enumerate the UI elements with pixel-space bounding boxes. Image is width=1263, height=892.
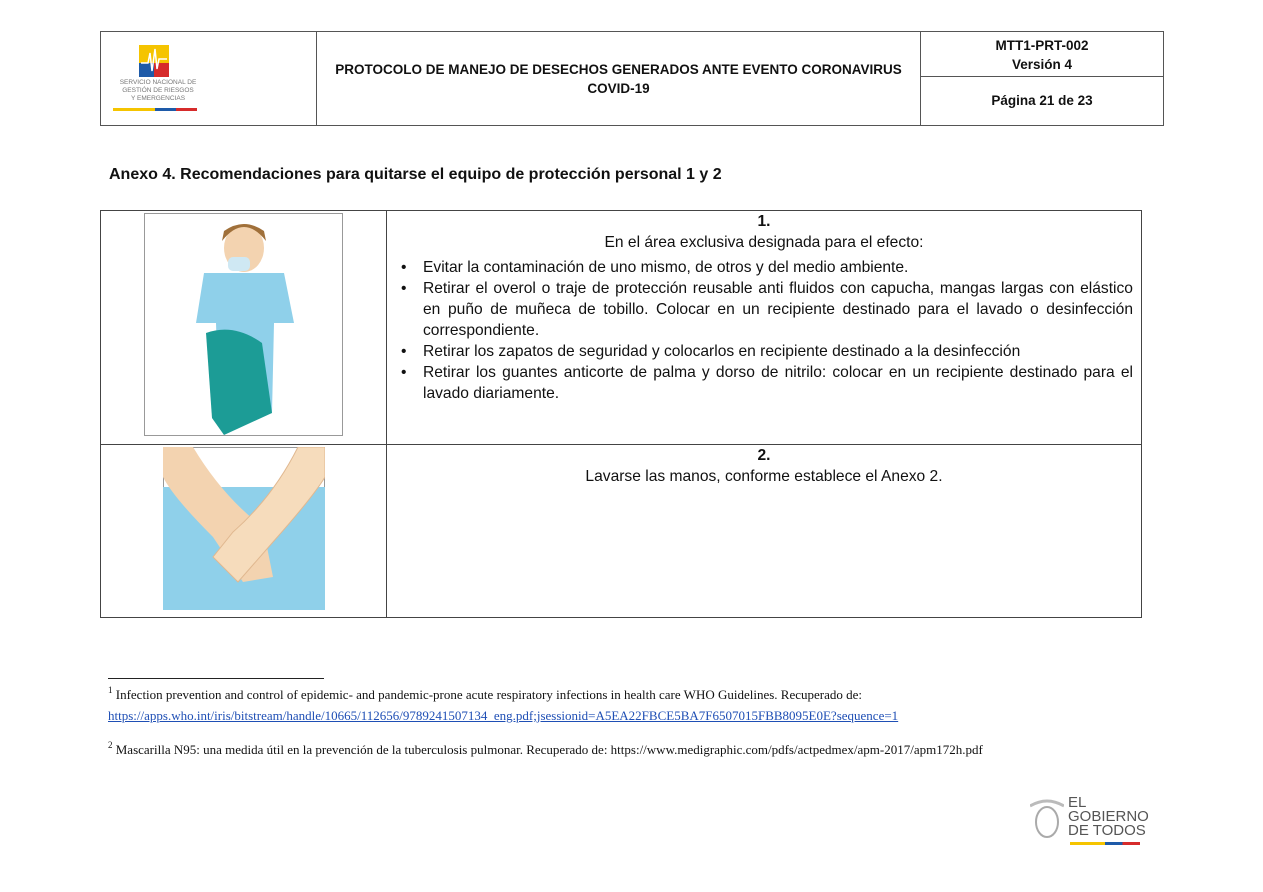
steps-table: [100, 210, 1142, 618]
flag-stripe: [1070, 842, 1140, 845]
gobierno-logo-text: EL GOBIERNO DE TODOS: [1068, 794, 1149, 839]
step-number: 1.: [757, 213, 771, 230]
remove-gown-illustration: [144, 213, 343, 436]
table-row: [101, 445, 1141, 617]
sngre-logo-text: SERVICIO NACIONAL DE GESTIÓN DE RIESGOS Y EMERGENCIAS: [119, 79, 197, 102]
step-intro: En el área exclusiva designada para el efecto:: [604, 234, 924, 251]
step-1-bullets: [395, 257, 1133, 404]
footnote-1-link[interactable]: https://apps.who.int/iris/bitstream/handle/10665/112656/9789241507134_eng.pdf;jsessionid=A5EA22FBCE5BA7F6507015FBB8095E0E?sequence=1: [108, 708, 899, 723]
image-cell: [101, 445, 387, 617]
step-number: 2.: [757, 447, 771, 464]
bullet-item: • Evitar la contaminación de uno mismo, de otros y del medio ambiente.: [395, 257, 1133, 278]
sngre-logo-icon: [139, 45, 169, 77]
hand-wash-illustration: [163, 447, 325, 610]
page-number: Página 21 de 23: [991, 93, 1093, 108]
step-1-text: [387, 211, 1141, 404]
bullet-item: • Retirar los guantes anticorte de palma y dorso de nitrilo: colocar en un recipiente destinado para el lavado diariamente.: [395, 362, 1133, 404]
document-header: [100, 31, 1164, 126]
document-version: Versión 4: [1011, 57, 1073, 72]
document-title: PROTOCOLO DE MANEJO DE DESECHOS GENERADOS ANTE EVENTO CORONAVIRUS COVID-19: [317, 32, 921, 125]
document-code: MTT1-PRT-002 Versión 4: [921, 32, 1163, 77]
step-2-text: [387, 445, 1141, 487]
coat-of-arms-icon: [1030, 798, 1064, 842]
table-row: [101, 211, 1141, 445]
bullet-item: • Retirar los zapatos de seguridad y colocarlos en recipiente destinado a la desinfección: [395, 341, 1133, 362]
bullet-item: • Retirar el overol o traje de protección reusable anti fluidos con capucha, mangas largas con elástico en puño de muñeca de tobillo. Colocar en un recipiente destinado para el lavado o desinfección correspondiente.: [395, 278, 1133, 341]
footnote-2: $^2$ Mascarilla N95: una medida útil en la prevención de la tuberculosis pulmonar. Recuperado de: https://www.medigraphic.com/pdfs/actpedmex/apm-2017/apm172h.pdf: [108, 740, 983, 757]
image-cell: [101, 211, 387, 444]
step-intro: Lavarse las manos, conforme establece el Anexo 2.: [585, 468, 943, 485]
footnote-separator: [108, 678, 324, 679]
flag-stripe: [113, 108, 197, 111]
footnote-1: $^1$ Infection prevention and control of epidemic- and pandemic-prone acute respiratory infections in health care WHO Guidelines. Recuperado de:: [108, 685, 862, 702]
section-title: Anexo 4. Recomendaciones para quitarse el equipo de protección personal 1 y 2: [109, 166, 722, 183]
header-logo-cell: [101, 32, 317, 125]
